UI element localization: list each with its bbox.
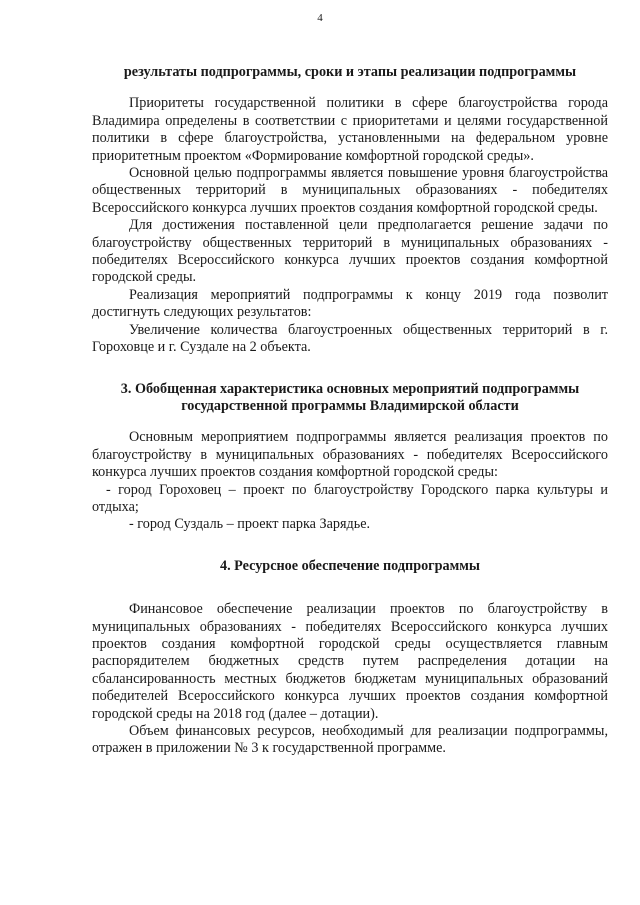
paragraph-results: Увеличение количества благоустроенных общественных территорий в г. Гороховце и г. Суздале на 2 объекта. <box>92 321 608 356</box>
paragraph-task: Для достижения поставленной цели предполагается решение задачи по благоустройству общественных территорий в муниципальных образованиях - победителях Всероссийского конкурса лучших проектов создания комфортной городской среды. <box>92 217 608 286</box>
paragraph-financing: Финансовое обеспечение реализации проектов по благоустройству в муниципальных образованиях - победителях Всероссийского конкурса лучших проектов создания комфортной городской среды осуществляется главным распорядителем бюджетных средств путем распределения дотации на сбалансированность местных бюджетов бюджетам муниципальных образований победителей Всероссийского конкурса лучших проектов создания комфортной городской среды на 2018 год (далее – дотации). <box>92 601 608 722</box>
paragraph-volume: Объем финансовых ресурсов, необходимый для реализации подпрограммы, отражен в приложении № 3 к государственной программе. <box>92 723 608 757</box>
paragraph-priorities: Приоритеты государственной политики в сфере благоустройства города Владимира определены в соответствии с приоритетами и целями государственной политики в сфере благоустройства, установленными на федеральном уровне приоритетным проектом «Формирование комфортной городской среды». <box>92 95 608 164</box>
section-heading-results: результаты подпрограммы, сроки и этапы реализации подпрограммы <box>123 64 577 80</box>
list-item-gorokhovets: - город Гороховец – проект по благоустройству Городского парка культуры и отдыха; <box>92 481 608 515</box>
paragraph-main-goal: Основной целью подпрограммы является повышение уровня благоустройства общественных территорий в муниципальных образованиях - победителях Всероссийского конкурса лучших проектов создания комфортной городской среды. <box>92 165 608 216</box>
page-content <box>92 64 608 758</box>
section-heading-3: 3. Обобщенная характеристика основных мероприятий подпрограммы государственной программы Владимирской области <box>120 380 580 414</box>
paragraph-main-measure: Основным мероприятием подпрограммы является реализация проектов по благоустройству в муниципальных образованиях - победителях Всероссийского конкурса лучших проектов создания комфортной городской среды: <box>92 429 608 481</box>
list-item-suzdal: - город Суздаль – проект парка Зарядье. <box>129 516 371 533</box>
paragraph-results-intro: Реализация мероприятий подпрограммы к концу 2019 года позволит достигнуть следующих результатов: <box>92 286 608 321</box>
section-heading-4: 4. Ресурсное обеспечение подпрограммы <box>219 557 481 574</box>
page-number: 4 <box>317 12 323 24</box>
